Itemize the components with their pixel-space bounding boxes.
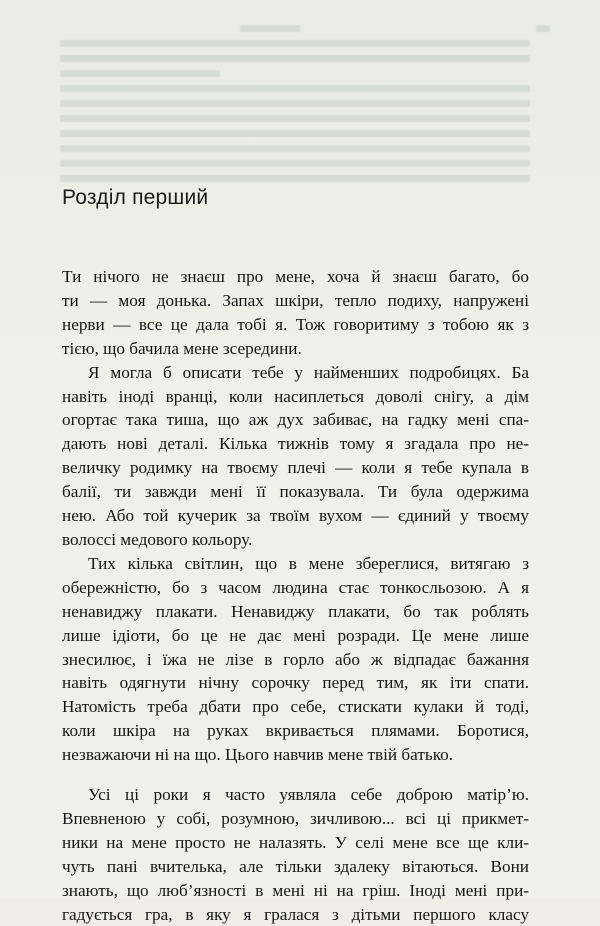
chapter-body — [62, 265, 529, 926]
text-line: незважаючи ні на що. Цього навчив мене твій батько. — [62, 745, 454, 765]
text-line: Тих кілька світлин, що в мене збереглися, витягаю з — [88, 553, 529, 573]
chapter-title: Розділ перший — [62, 186, 209, 209]
text-line: знесилює, і їжа не лізе в горло або ж відпадає бажання — [62, 649, 529, 669]
text-line: Ти нічого не знаєш про мене, хоча й знаєш багато, бо — [62, 267, 529, 286]
text-line: обережністю, бо з часом людина стає тонкосльозою. А я — [62, 577, 529, 597]
show-through-texture — [60, 20, 550, 185]
text-line: дають нові деталі. Кілька тижнів тому я згадала про не- — [62, 434, 529, 454]
text-line: волоссі медового кольору. — [62, 529, 253, 549]
section-break — [62, 767, 529, 783]
text-line: ненавиджу плакати. Ненавиджу плакати, бо так роблять — [62, 601, 529, 621]
text-line: огортає така тиша, що аж дух забиває, на гадку мені спа- — [62, 410, 529, 430]
text-line: Впевненою у собі, розумною, зичливою... всі ці прикмет- — [62, 808, 529, 828]
text-line: коли шкіра на руках вкривається плямами. Боротися, — [62, 721, 529, 741]
text-line: ники на мене просто не налазять. У селі мене все ще кли- — [62, 832, 529, 852]
text-line: Усі ці роки я часто уявляла себе доброю матір’ю. — [88, 785, 529, 805]
text-line: чуть пані вчителька, але тільки здалеку вітаються. Вони — [62, 856, 529, 876]
text-line: величку родимку на твоєму плечі — коли я тебе купала в — [62, 458, 529, 478]
text-line: знають, що люб’язності в мені ні на гріш. Іноді мені при- — [62, 880, 529, 900]
text-line: тією, що бачила мене зсередини. — [62, 338, 302, 358]
text-line: нерви — все це дала тобі я. Тож говоритиму з тобою як з — [62, 314, 529, 334]
text-line: Я могла б описати тебе у найменших подробицях. Ба — [88, 362, 529, 382]
text-line: балії, ти завжди мені її показувала. Ти була одержима — [62, 482, 529, 502]
text-line: навіть іноді вранці, коли насиплеться доволі снігу, а дім — [62, 386, 529, 406]
text-line: Натомість треба дбати про себе, стискати кулаки й тоді, — [62, 697, 529, 717]
text-line: навіть одягнути нічну сорочку перед тим, як іти спати. — [62, 673, 529, 693]
text-line: нею. Або той кучерик за твоїм вухом — єдиний у твоєму — [62, 506, 529, 526]
text-line: лише ідіоти, бо це не дає мені розради. Це мене лише — [62, 625, 529, 645]
text-line: ти — моя донька. Запах шкіри, тепло подиху, напружені — [62, 290, 529, 310]
text-line: гадується гра, в яку я гралася з дітьми першого класу — [62, 904, 529, 924]
